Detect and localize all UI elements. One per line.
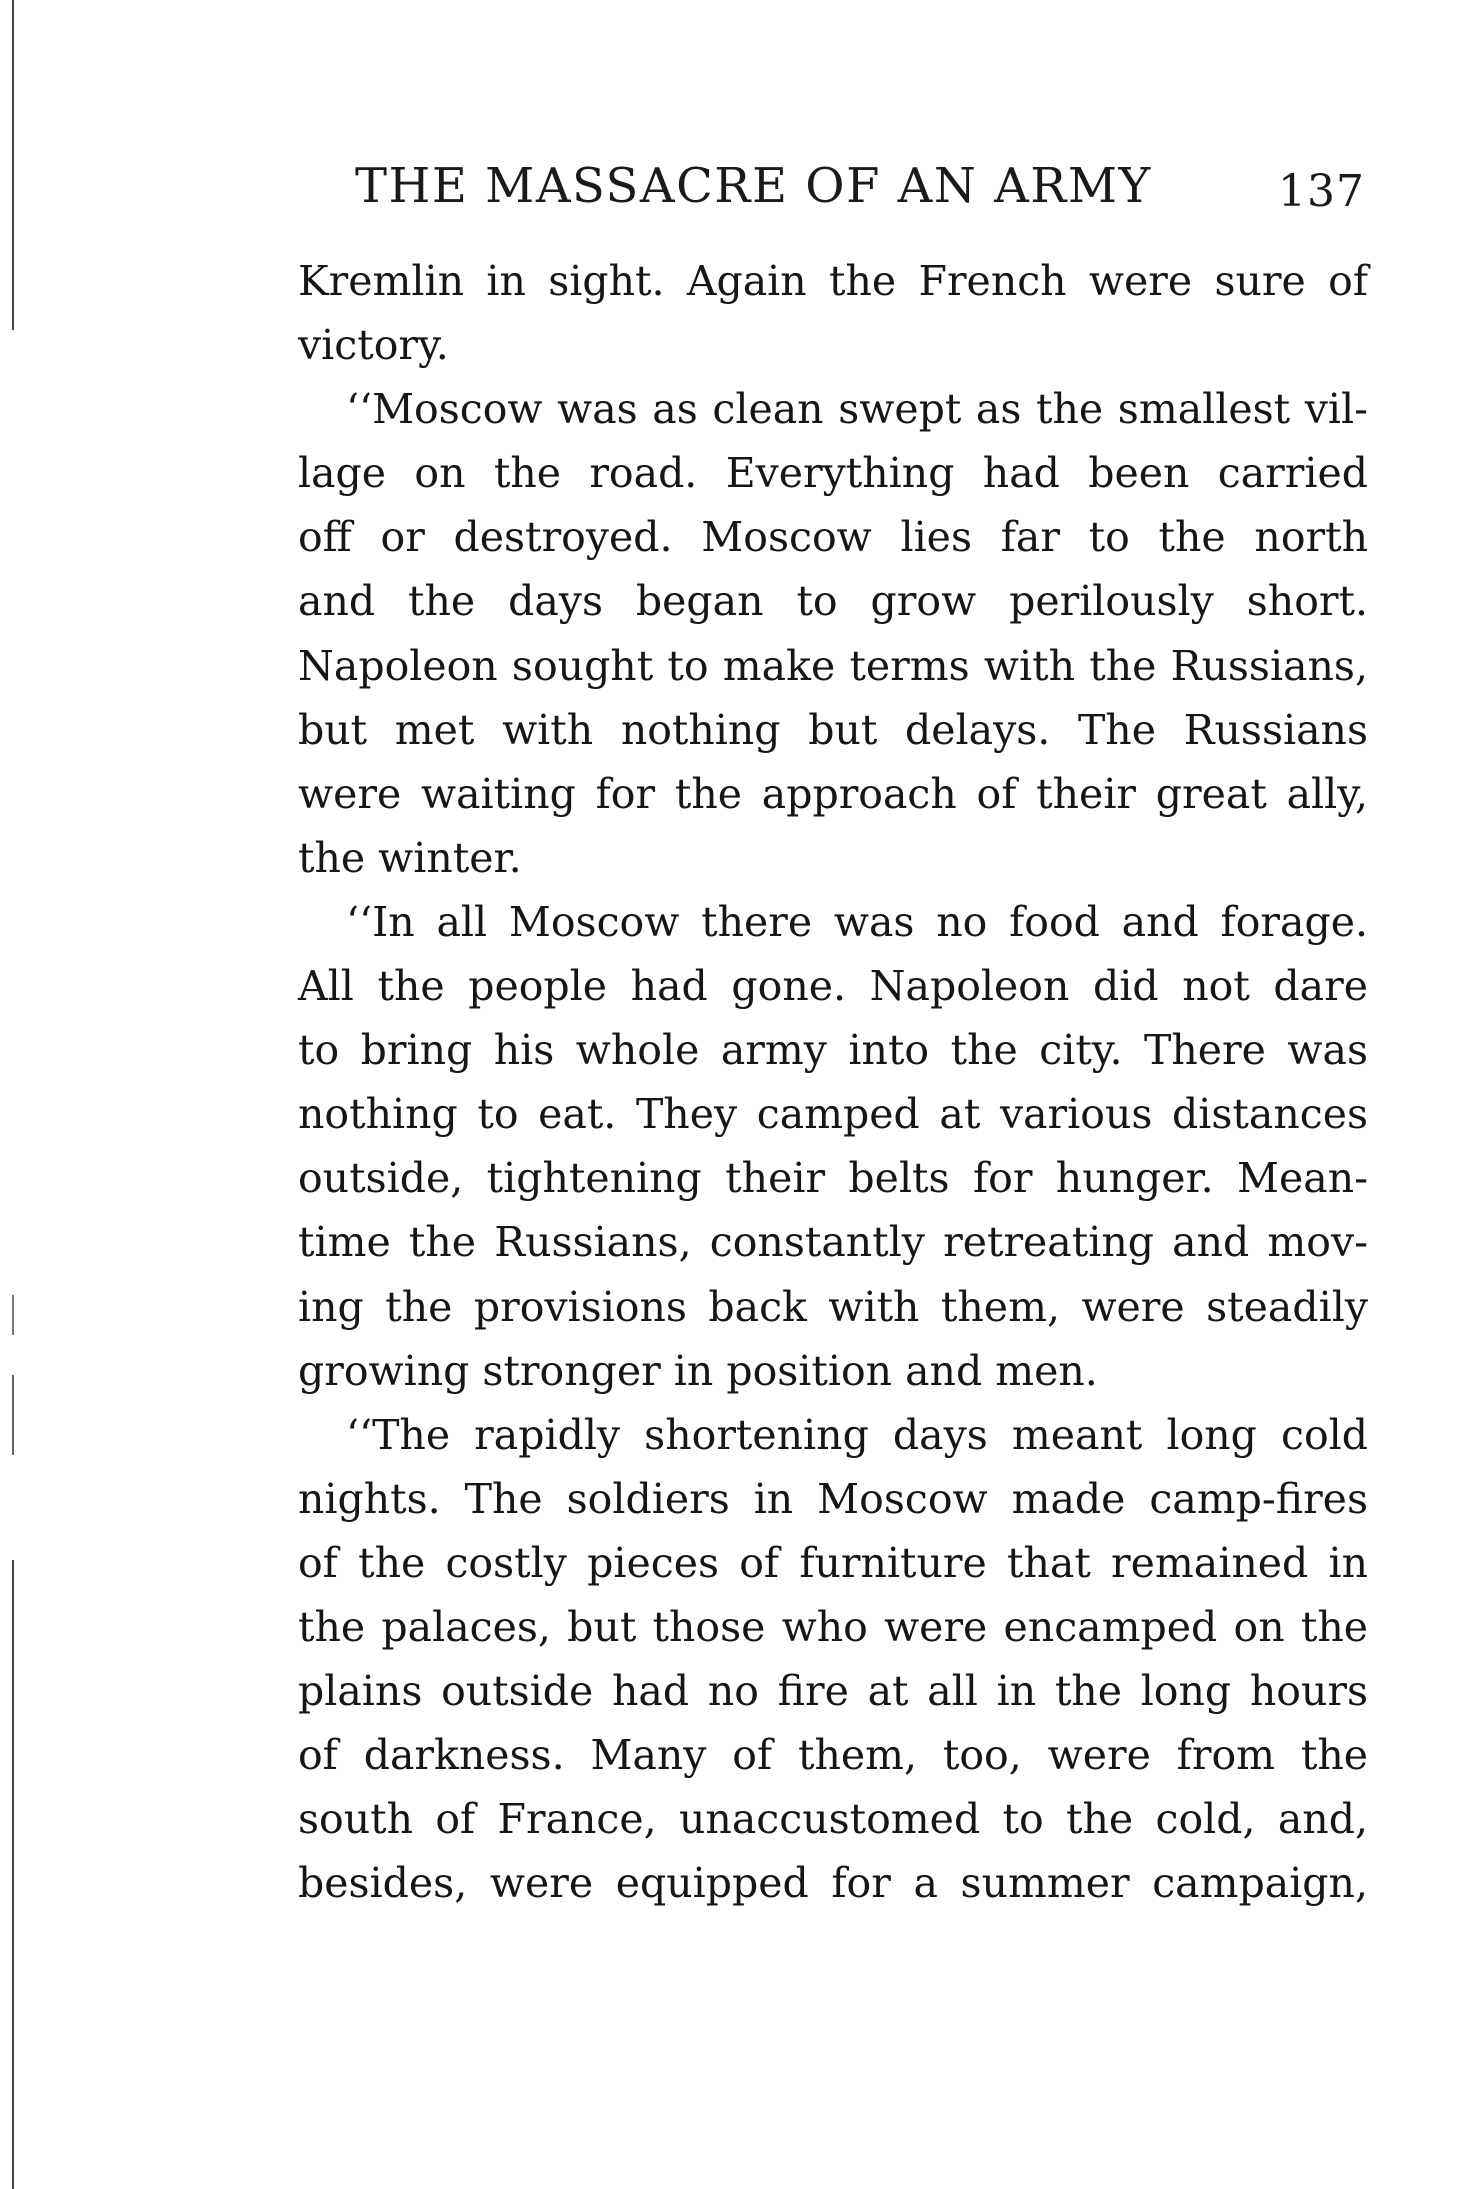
text-line: but met with nothing but delays. The Russians [298,705,1368,754]
text-line: lage on the road. Everything had been carried [298,449,1368,498]
scan-edge-mark [12,1375,14,1455]
scan-edge-mark [12,0,14,330]
text-line: outside, tightening their belts for hunger. Mean- [298,1154,1368,1203]
text-line: ‘‘Moscow was as clean swept as the smallest vil- [346,385,1368,434]
scan-edge-mark [12,1560,14,2189]
scan-edge-mark [12,1295,14,1335]
text-line: Kremlin in sight. Again the French were sure of [298,257,1368,305]
text-line: nights. The soldiers in Moscow made camp-fires [298,1474,1368,1523]
text-line: of the costly pieces of furniture that remained in [298,1538,1368,1587]
text-line: off or destroyed. Moscow lies far to the north [298,513,1368,562]
text-line: ing the provisions back with them, were steadily [298,1282,1368,1331]
running-head [355,158,1365,228]
text-line: time the Russians, constantly retreating and mov- [298,1218,1368,1267]
text-line: victory. [298,321,449,370]
text-line: ‘‘In all Moscow there was no food and forage. [346,897,1368,946]
text-line: were waiting for the approach of their great ally, [298,769,1368,818]
text-line: growing stronger in position and men. [298,1346,1098,1395]
body-text [298,249,1368,1915]
text-line: and the days began to grow perilously short. [298,577,1368,626]
running-title: THE MASSACRE OF AN ARMY [355,158,1152,214]
text-line: the winter. [298,833,522,882]
text-line: Napoleon sought to make terms with the Russians, [298,641,1368,690]
text-line: besides, were equipped for a summer campaign, [298,1859,1368,1908]
page-number: 137 [1278,166,1365,217]
text-line: All the people had gone. Napoleon did not dare [298,962,1368,1011]
text-line: to bring his whole army into the city. There was [298,1026,1368,1075]
text-line: south of France, unaccustomed to the cold, and, [298,1795,1368,1844]
text-line: ‘‘The rapidly shortening days meant long cold [346,1410,1368,1459]
text-line: the palaces, but those who were encamped on the [298,1602,1368,1651]
text-line: plains outside had no fire at all in the long hours [298,1667,1368,1716]
text-line: of darkness. Many of them, too, were from the [298,1731,1368,1780]
text-line: nothing to eat. They camped at various distances [298,1090,1368,1139]
